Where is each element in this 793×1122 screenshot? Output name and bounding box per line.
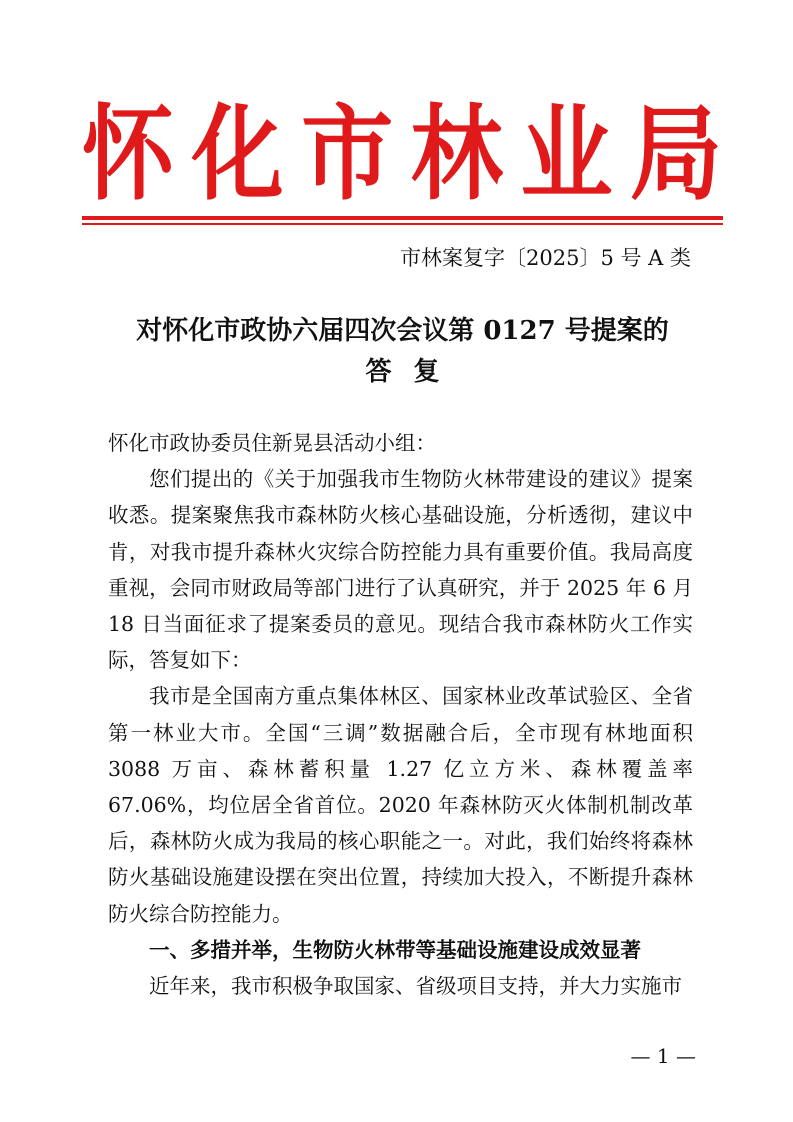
salutation: 怀化市政协委员住新晃县活动小组：: [108, 431, 436, 455]
masthead-char: 林: [410, 94, 503, 215]
page-number: — 1 —: [630, 1044, 696, 1068]
masthead-char: 怀: [82, 94, 175, 215]
masthead-char: 市: [301, 94, 394, 215]
masthead-char: 业: [520, 94, 613, 215]
masthead-title: [82, 94, 722, 215]
document-title-line1: 对怀化市政协六届四次会议第 0127 号提案的: [136, 316, 669, 346]
section-heading: 一、多措并举，生物防火林带等基础设施建设成效显著: [149, 937, 641, 962]
document-title-line2: 答复: [365, 357, 462, 387]
body-paragraph: 我市是全国南方重点集体林区、国家林业改革试验区、全省第一林业大市。全国“三调”数据融合后，全市现有林地面积 3088 万亩、森林蓄积量 1.27 亿立方米、森林覆盖率 67.06%，均位居全省首位。2020 年森林防灭火体制机制改革后，森林防火成为我局的核心职能之一。对此，我们始终将森林防火基础设施建设摆在突出位置，持续加大投入，不断提升森林防火综合防控能力。: [108, 684, 693, 926]
document-number: 市林案复字〔2025〕5 号 A 类: [400, 246, 691, 270]
red-divider-thin: [82, 223, 723, 225]
document-body: [108, 425, 693, 1004]
red-divider-thick: [82, 216, 723, 220]
masthead-char: 局: [629, 94, 722, 215]
masthead-char: 化: [191, 94, 284, 215]
body-paragraph: 近年来，我市积极争取国家、省级项目支持，并大力实施市: [149, 974, 682, 999]
body-paragraph: 您们提出的《关于加强我市生物防火林带建设的建议》提案收悉。提案聚焦我市森林防火核心基础设施，分析透彻，建议中肯，对我市提升森林火灾综合防控能力具有重要价值。我局高度重视，会同市财政局等部门进行了认真研究，并于 2025 年 6 月 18 日当面征求了提案委员的意见。现结合我市森林防火工作实际，答复如下：: [108, 467, 693, 673]
